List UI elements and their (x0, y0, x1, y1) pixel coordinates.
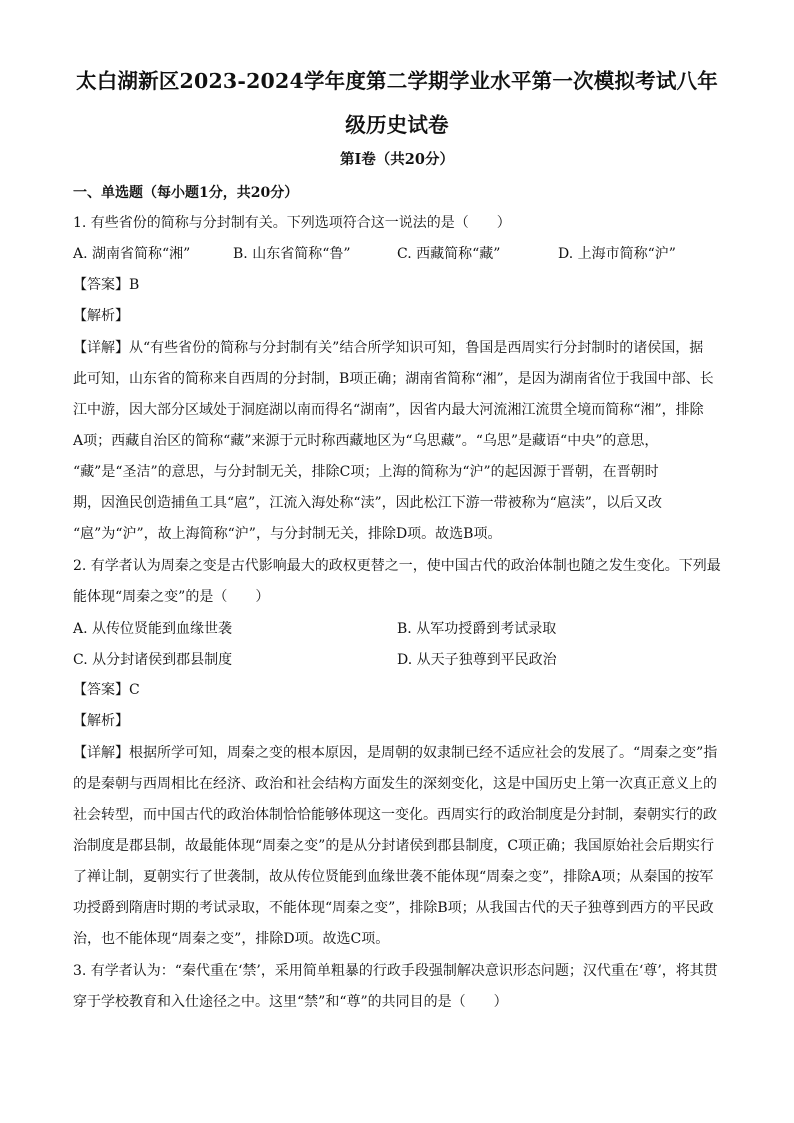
q2-answer: 【答案】C (73, 682, 140, 698)
q3-stem-line: 3. 有学者认为：“秦代重在‘禁’，采用简单粗暴的行政手段强制解决意识形态问题；汉代重在‘尊’，将其贯 (73, 963, 718, 979)
q1-analysis-label: 【解析】 (73, 308, 129, 324)
q2-stem-line: 2. 有学者认为周秦之变是古代影响最大的政权更替之一，使中国古代的政治体制也随之发生变化。下列最 (73, 558, 721, 574)
q1-option-b: B. 山东省简称“鲁” (233, 246, 351, 262)
q1-detail-line: 江中游，因大部分区域处于洞庭湖以南而得名“湖南”，因省内最大河流湘江流贯全境而简称“湘”，排除 (73, 402, 704, 418)
q3-stem-line: 穿于学校教育和入仕途径之中。这里“禁”和“尊”的共同目的是（ ） (73, 994, 508, 1010)
q1-detail-line: A项；西藏自治区的简称“藏”来源于元时称西藏地区为“乌思藏”。“乌思”是藏语“中央”的意思， (73, 433, 659, 449)
q1-option-d: D. 上海市简称“沪” (558, 246, 676, 262)
q2-detail-line: 治制度是郡县制，故最能体现“周秦之变”的是从分封诸侯到郡县制度，C项正确；我国原始社会后期实行 (73, 838, 715, 854)
q2-detail-line: 【详解】根据所学可知，周秦之变的根本原因，是周朝的奴隶制已经不适应社会的发展了。“周秦之变”指 (73, 745, 718, 761)
q2-option-a: A. 从传位贤能到血缘世袭 (73, 621, 233, 637)
q1-detail-line: 期，因渔民创造捕鱼工具“扈”，江流入海处称“渎”，因此松江下游一带被称为“扈渎”，以后又改 (73, 495, 662, 511)
q2-option-c: C. 从分封诸侯到郡县制度 (73, 652, 233, 668)
q2-option-b: B. 从军功授爵到考试录取 (397, 621, 557, 637)
q2-detail-line: 功授爵到隋唐时期的考试录取，不能体现“周秦之变”，排除B项；从我国古代的天子独尊到西方的平民政 (73, 900, 714, 916)
q1-option-a: A. 湖南省简称“湘” (73, 246, 191, 262)
doc-subtitle: 第Ⅰ卷（共20分） (340, 151, 454, 168)
q2-stem-line: 能体现“周秦之变”的是（ ） (73, 589, 270, 605)
q1-detail-line: “扈”为“沪”，故上海简称“沪”，与分封制无关，排除D项。故选B项。 (73, 526, 502, 542)
q2-option-d: D. 从天子独尊到平民政治 (397, 652, 557, 668)
q2-detail-line: 治，也不能体现“周秦之变”，排除D项。故选C项。 (73, 931, 390, 947)
q2-detail-line: 的是秦朝与西周相比在经济、政治和社会结构方面发生的深刻变化，这是中国历史上第一次真正意义上的 (73, 776, 717, 792)
q2-detail-line: 社会转型，而中国古代的政治体制恰恰能够体现这一变化。西周实行的政治制度是分封制，秦朝实行的政 (73, 807, 717, 823)
q1-answer: 【答案】B (73, 277, 140, 293)
q1-option-c: C. 西藏简称“藏” (397, 246, 501, 262)
q1-detail-line: 此可知，山东省的简称来自西周的分封制，B项正确；湖南省简称“湘”，是因为湖南省位于我国中部、长 (73, 371, 714, 387)
q2-detail-line: 了禅让制，夏朝实行了世袭制，故从传位贤能到血缘世袭不能体现“周秦之变”，排除A项；从秦国的按军 (73, 869, 714, 885)
q1-detail-line: 【详解】从“有些省份的简称与分封制有关”结合所学知识可知，鲁国是西周实行分封制时的诸侯国，据 (73, 340, 704, 356)
q2-analysis-label: 【解析】 (73, 713, 129, 729)
q1-stem: 1. 有些省份的简称与分封制有关。下列选项符合这一说法的是（ ） (73, 215, 511, 231)
q1-detail-line: “藏”是“圣洁”的意思，与分封制无关，排除C项；上海的简称为“沪”的起因源于晋朝，在晋朝时 (73, 464, 659, 480)
section-heading: 一、单选题（每小题1分，共20分） (73, 185, 299, 201)
doc-title-line2: 级历史试卷 (345, 113, 449, 137)
doc-title-line1: 太白湖新区2023-2024学年度第二学期学业水平第一次模拟考试八年 (76, 69, 718, 93)
